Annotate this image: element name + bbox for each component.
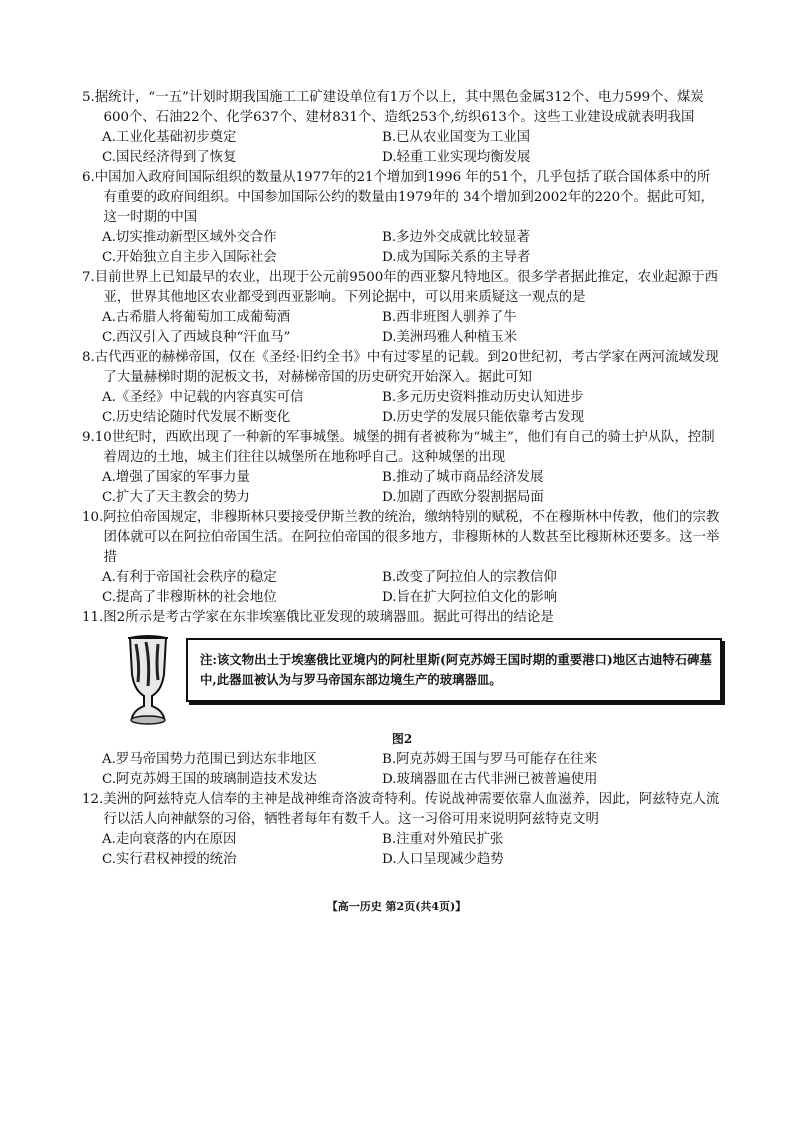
question-stem: 阿拉伯帝国规定，非穆斯林只要接受伊斯兰教的统治，缴纳特别的赋税，不在穆斯林中传教，他们的宗教团体就可以在阿拉伯帝国生活。在阿拉伯帝国的很多地方，非穆斯林的人数甚至比穆斯林还要多。这一举措 <box>103 510 720 565</box>
option-c[interactable]: C.提高了非穆斯林的社会地位 <box>102 590 277 605</box>
options <box>82 308 722 348</box>
option-b[interactable]: B.阿克苏姆王国与罗马可能存在往来 <box>382 752 597 767</box>
glass-vessel-icon <box>122 634 174 726</box>
option-c[interactable]: C.历史结论随时代发展不断变化 <box>102 410 291 425</box>
option-b[interactable]: B.已从农业国变为工业国 <box>382 130 531 145</box>
options <box>82 128 722 168</box>
question-number: 9. <box>82 430 95 445</box>
option-a[interactable]: A.古希腊人将葡萄加工成葡萄酒 <box>102 310 291 325</box>
option-d[interactable]: D.美洲玛雅人种植玉米 <box>382 330 518 345</box>
option-b[interactable]: B.推动了城市商品经济发展 <box>382 470 544 485</box>
options <box>82 388 722 428</box>
options <box>82 830 722 870</box>
question-number: 11. <box>82 610 104 625</box>
option-d[interactable]: D.玻璃器皿在古代非洲已被普遍使用 <box>382 772 598 787</box>
question-stem: 图2所示是考古学家在东非埃塞俄比亚发现的玻璃器皿。据此可得出的结论是 <box>103 610 554 625</box>
option-a[interactable]: A.增强了国家的军事力量 <box>102 470 250 485</box>
option-b[interactable]: B.改变了阿拉伯人的宗教信仰 <box>382 570 557 585</box>
option-c[interactable]: C.西汉引入了西域良种“汗血马” <box>102 330 291 345</box>
option-c[interactable]: C.阿克苏姆王国的玻璃制造技术发达 <box>102 772 317 787</box>
option-a[interactable]: A.切实推动新型区域外交合作 <box>102 230 277 245</box>
question-7 <box>82 268 722 348</box>
exam-page <box>82 88 722 870</box>
question-6 <box>82 168 722 268</box>
option-a[interactable]: A.走向衰落的内在原因 <box>102 832 237 847</box>
question-stem: 目前世界上已知最早的农业，出现于公元前9500年的西亚黎凡特地区。很多学者据此推定，农业起源于西亚，世界其他地区农业都受到西亚影响。下列论据中，可以用来质疑这一观点的是 <box>94 270 719 305</box>
question-5 <box>82 88 722 168</box>
question-stem: 古代西亚的赫梯帝国，仅在《圣经·旧约全书》中有过零星的记载。到20世纪初，考古学家在两河流域发现了大量赫梯时期的泥板文书，对赫梯帝国的历史研究开始深入。据此可知 <box>94 350 719 385</box>
option-d[interactable]: D.人口呈现减少趋势 <box>382 852 504 867</box>
option-b[interactable]: B.西非班图人驯养了牛 <box>382 310 517 325</box>
option-d[interactable]: D.轻重工业实现均衡发展 <box>382 150 531 165</box>
question-number: 7. <box>82 270 95 285</box>
option-a[interactable]: A.《圣经》中记载的内容真实可信 <box>102 390 304 405</box>
question-stem: 10世纪时，西欧出现了一种新的军事城堡。城堡的拥有者被称为“城主”，他们有自己的骑士护从队，控制着周边的土地，城主们往往以城堡所在地称呼自己。这种城堡的出现 <box>94 430 715 465</box>
option-d[interactable]: D.成为国际关系的主导者 <box>382 250 531 265</box>
figure-caption: 图2 <box>391 732 413 746</box>
option-c[interactable]: C.扩大了天主教会的势力 <box>102 490 250 505</box>
option-d[interactable]: D.历史学的发展只能依靠考古发现 <box>382 410 584 425</box>
options <box>82 750 722 790</box>
options <box>82 228 722 268</box>
option-c[interactable]: C.实行君权神授的统治 <box>102 852 237 867</box>
question-10 <box>82 508 722 608</box>
question-9 <box>82 428 722 508</box>
question-stem: 美洲的阿兹特克人信奉的主神是战神维奇洛波奇特利。传说战神需要依靠人血滋养，因此，阿兹特克人流行以活人向神献祭的习俗，牺牲者每年有数千人。这一习俗可用来说明阿兹特克文明 <box>103 792 720 827</box>
question-number: 8. <box>82 350 95 365</box>
option-b[interactable]: B.多元历史资料推动历史认知进步 <box>382 390 584 405</box>
figure-note: 注:该文物出土于埃塞俄比亚境内的阿杜里斯(阿克苏姆王国时期的重要港口)地区古迪特石碑墓中,此器皿被认为与罗马帝国东部边境生产的玻璃器皿。 <box>186 638 722 702</box>
question-12 <box>82 790 722 870</box>
question-stem: 中国加入政府间国际组织的数量从1977年的21个增加到1996 年的51个，几乎包括了联合国体系中的所有重要的政府间组织。中国参加国际公约的数量由1979年的 34个增加到2002年的220个。据此可知，这一时期的中国 <box>94 170 714 225</box>
options <box>82 468 722 508</box>
question-number: 5. <box>82 90 95 105</box>
question-number: 12. <box>82 792 104 807</box>
option-c[interactable]: C.国民经济得到了恢复 <box>102 150 237 165</box>
option-d[interactable]: D.加剧了西欧分裂割据局面 <box>382 490 544 505</box>
question-11 <box>82 608 722 790</box>
question-number: 6. <box>82 170 95 185</box>
question-8 <box>82 348 722 428</box>
option-b[interactable]: B.多边外交成就比较显著 <box>382 230 531 245</box>
option-d[interactable]: D.旨在扩大阿拉伯文化的影响 <box>382 590 558 605</box>
figure-2 <box>122 634 722 730</box>
option-b[interactable]: B.注重对外殖民扩张 <box>382 832 504 847</box>
question-number: 10. <box>82 510 104 525</box>
options <box>82 568 722 608</box>
option-c[interactable]: C.开始独立自主步入国际社会 <box>102 250 277 265</box>
option-a[interactable]: A.罗马帝国势力范围已到达东非地区 <box>102 752 317 767</box>
page-footer: 【高一历史 第2页(共4页)】 <box>326 900 467 913</box>
option-a[interactable]: A.工业化基础初步奠定 <box>102 130 237 145</box>
option-a[interactable]: A.有利于帝国社会秩序的稳定 <box>102 570 277 585</box>
question-stem: 据统计，“一五”计划时期我国施工工矿建设单位有1万个以上，其中黑色金属312个、电力599个、煤炭 600个、石油22个、化学637个、建材831个、造纸253个,纺织613个。这些工业建设成就表明我国 <box>94 90 704 125</box>
